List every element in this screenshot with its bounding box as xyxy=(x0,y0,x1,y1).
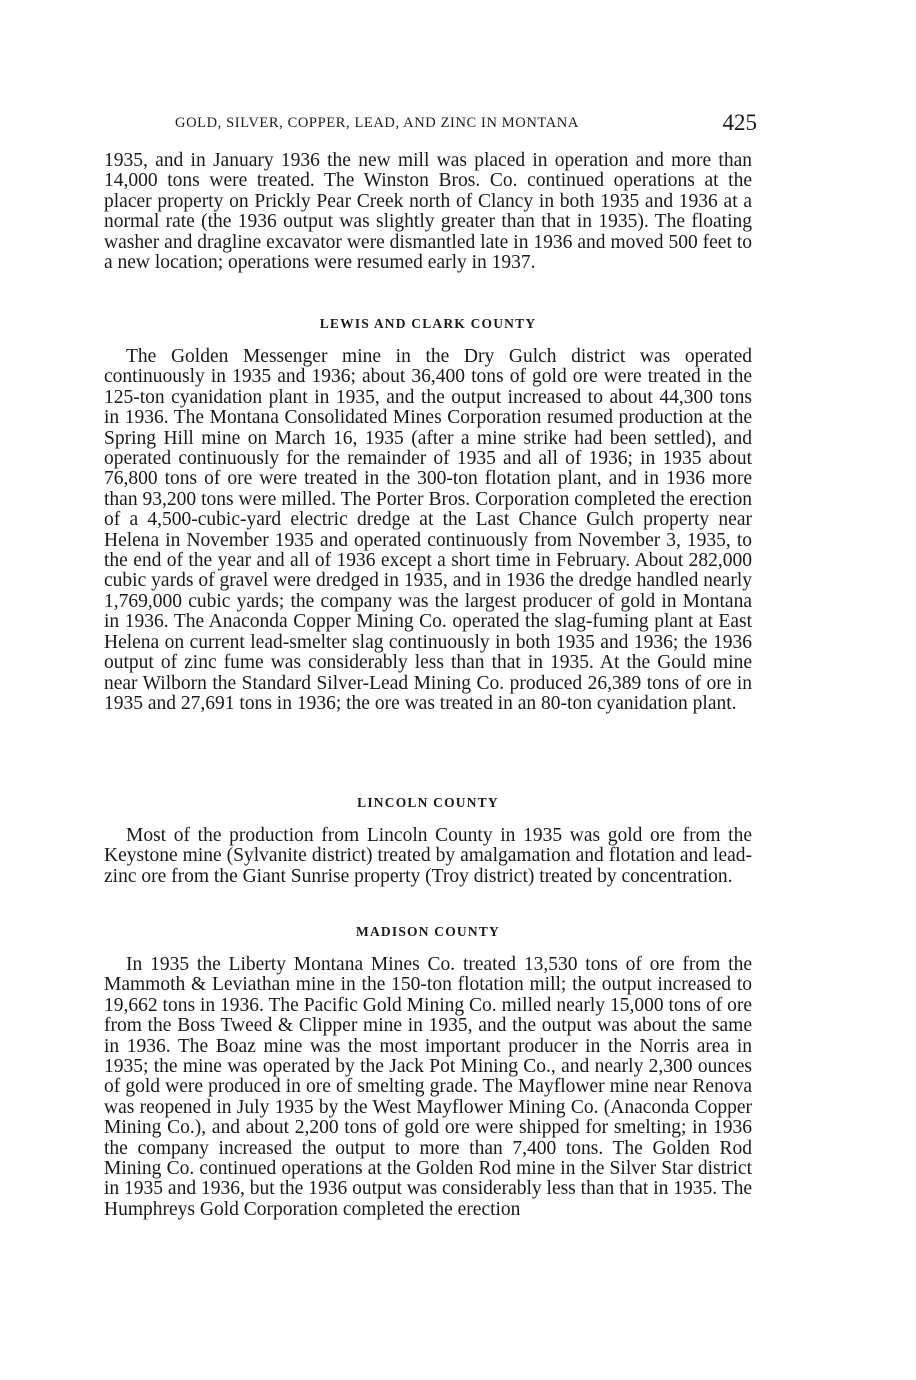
paragraph-lincoln: Most of the production from Lincoln County in 1935 was gold ore from the Keystone mine (Sylvanite district) treated by amalgamation and flotation and lead-zinc ore from the Giant Sunrise property (Troy district) treated by concentration. xyxy=(104,825,752,887)
section-heading-lewis-and-clark: LEWIS AND CLARK COUNTY xyxy=(319,316,537,331)
section-heading-lincoln: LINCOLN COUNTY xyxy=(357,795,499,810)
page-number: 425 xyxy=(722,110,757,135)
section-heading-madison: MADISON COUNTY xyxy=(356,924,500,939)
running-head: GOLD, SILVER, COPPER, LEAD, AND ZINC IN MONTANA xyxy=(175,115,579,131)
paragraph-madison: In 1935 the Liberty Montana Mines Co. treated 13,530 tons of ore from the Mammoth & Leviathan mine in the 150-ton flotation mill; the output increased to 19,662 tons in 1936. The Pacific Gold Mining Co. milled nearly 15,000 tons of ore from the Boss Tweed & Clipper mine in 1935, and the output was about the same in 1936. The Boaz mine was the most important producer in the Norris area in 1935; the mine was operated by the Jack Pot Mining Co., and nearly 2,300 ounces of gold were produced in ore of smelting grade. The Mayflower mine near Renova was reopened in July 1935 by the West Mayflower Mining Co. (Anaconda Copper Mining Co.), and about 2,200 tons of gold ore were shipped for smelting; in 1936 the company increased the output to more than 7,400 tons. The Golden Rod Mining Co. continued operations at the Golden Rod mine in the Silver Star district in 1935 and 1936, but the 1936 output was considerably less than that in 1935. The Humphreys Gold Corporation completed the erection xyxy=(104,954,752,1220)
paragraph-lewis-and-clark: The Golden Messenger mine in the Dry Gulch district was operated continuously in 1935 and 1936; about 36,400 tons of gold ore were treated in the 125-ton cyanidation plant in 1935, and the output increased to about 44,300 tons in 1936. The Montana Consolidated Mines Corporation resumed production at the Spring Hill mine on March 16, 1935 (after a mine strike had been settled), and operated continuously for the remainder of 1935 and all of 1936; in 1935 about 76,800 tons of ore were treated in the 300-ton flotation plant, and in 1936 more than 93,200 tons were milled. The Porter Bros. Corporation completed the erection of a 4,500-cubic-yard electric dredge at the Last Chance Gulch property near Helena in November 1935 and operated continuously from November 3, 1935, to the end of the year and all of 1936 except a short time in February. About 282,000 cubic yards of gravel were dredged in 1935, and in 1936 the dredge handled nearly 1,769,000 cubic yards; the company was the largest producer of gold in Montana in 1936. The Anaconda Copper Mining Co. operated the slag-fuming plant at East Helena on current lead-smelter slag continuously in both 1935 and 1936; the 1936 output of zinc fume was considerably less than that in 1935. At the Gould mine near Wilborn the Standard Silver-Lead Mining Co. produced 26,389 tons of ore in 1935 and 27,691 tons in 1936; the ore was treated in an 80-ton cyanidation plant. xyxy=(104,346,752,714)
paragraph-intro: 1935, and in January 1936 the new mill was placed in operation and more than 14,000 tons were treated. The Winston Bros. Co. continued operations at the placer property on Prickly Pear Creek north of Clancy in both 1935 and 1936 at a normal rate (the 1936 output was slightly greater than that in 1935). The floating washer and dragline excavator were dismantled late in 1936 and moved 500 feet to a new location; operations were resumed early in 1937. xyxy=(104,150,752,274)
page-header xyxy=(165,110,757,140)
